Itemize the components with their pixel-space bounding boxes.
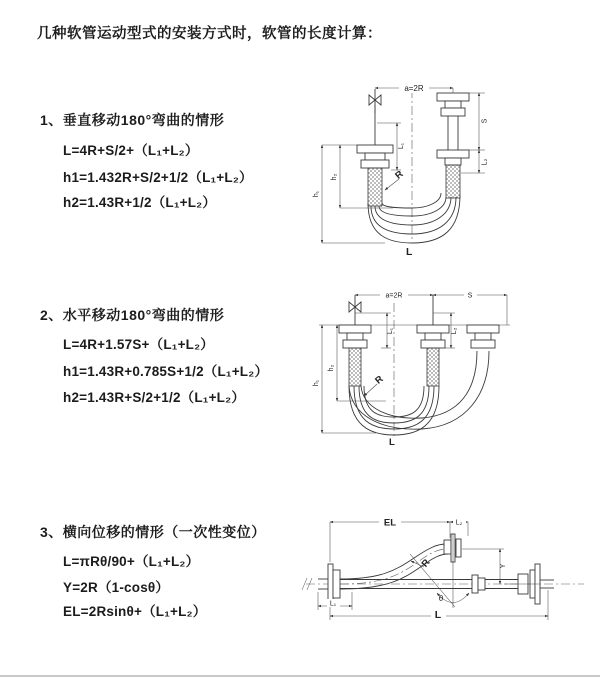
radius-label: R [373,373,386,387]
right-flange-fitting [467,325,499,348]
diagram-vertical-180-bend [313,73,573,258]
section-1-formula-l: L=4R+S/2+（L₁+L₂） [63,143,199,158]
dim-label-l2: L₂ [455,519,463,527]
dim-label-a2r: a=2R [404,84,424,93]
section-2-formula-h2: h2=1.43R+S/2+1/2（L₁+L₂） [63,390,246,405]
dim-label-h2: h₂ [331,173,338,181]
section-1-heading: 1、垂直移动180°弯曲的情形 [40,112,225,128]
dim-label-y: Y [500,563,507,569]
valve-icon [349,295,361,325]
left-flange-fitting [339,325,371,386]
section-2-heading: 2、水平移动180°弯曲的情形 [40,307,225,323]
section-1-formula-h1: h1=1.432R+S/2+1/2（L₁+L₂） [63,170,253,185]
length-label: L [406,246,413,258]
radius-label: R [419,557,433,570]
length-label: L [434,609,442,621]
hose-s-curve [340,544,448,589]
page-title: 几种软管运动型式的安装方式时，软管的长度计算： [37,26,382,42]
right-flange-fitting [437,93,469,198]
dim-label-h1: h₁ [313,190,320,198]
diagram-horizontal-180-bend [310,283,580,448]
dim-label-h2: h₂ [328,364,335,372]
dim-label-l1: L₁ [398,142,405,150]
dimension-lines [318,519,548,620]
diagram-lateral-displacement [300,508,590,638]
dim-label-l1: L₁ [387,327,394,335]
length-label: L [389,437,395,448]
dim-label-l1: L₁ [329,600,337,608]
dim-label-el: EL [383,517,397,529]
displaced-flange-fitting [444,534,461,562]
radius-label: R [393,168,406,182]
section-1-formula-h2: h2=1.43R+1/2（L₁+L₂） [63,195,217,210]
left-flange-fitting [357,105,393,206]
theta-label: θ [438,594,444,603]
section-3-formula-l: L=πRθ/90+（L₁+L₂） [63,554,200,569]
dim-label-a2r: a=2R [385,292,403,300]
hose-braid [446,165,460,198]
dim-label-h1: h₁ [313,379,320,387]
hose-braid [368,168,382,206]
section-3-formula-el: EL=2Rsinθ+（L₁+L₂） [63,604,207,619]
dim-label-l2: L₂ [451,327,458,335]
hose-braid [427,348,439,386]
dim-label-s: S [481,118,489,124]
dim-label-l2: L₂ [481,158,489,166]
dim-label-s: S [467,292,473,300]
section-2-formula-h1: h1=1.43R+0.785S+1/2（L₁+L₂） [63,364,269,379]
left-flange-fitting [318,564,340,604]
section-2-formula-l: L=4R+1.57S+（L₁+L₂） [63,337,214,352]
middle-flange-fitting [417,295,449,386]
section-3-formula-y: Y=2R（1-cosθ） [63,580,170,595]
hose-braid [349,348,361,386]
section-3-heading: 3、横向位移的情形（一次性变位） [40,524,266,540]
hose-u-curves [349,351,489,435]
